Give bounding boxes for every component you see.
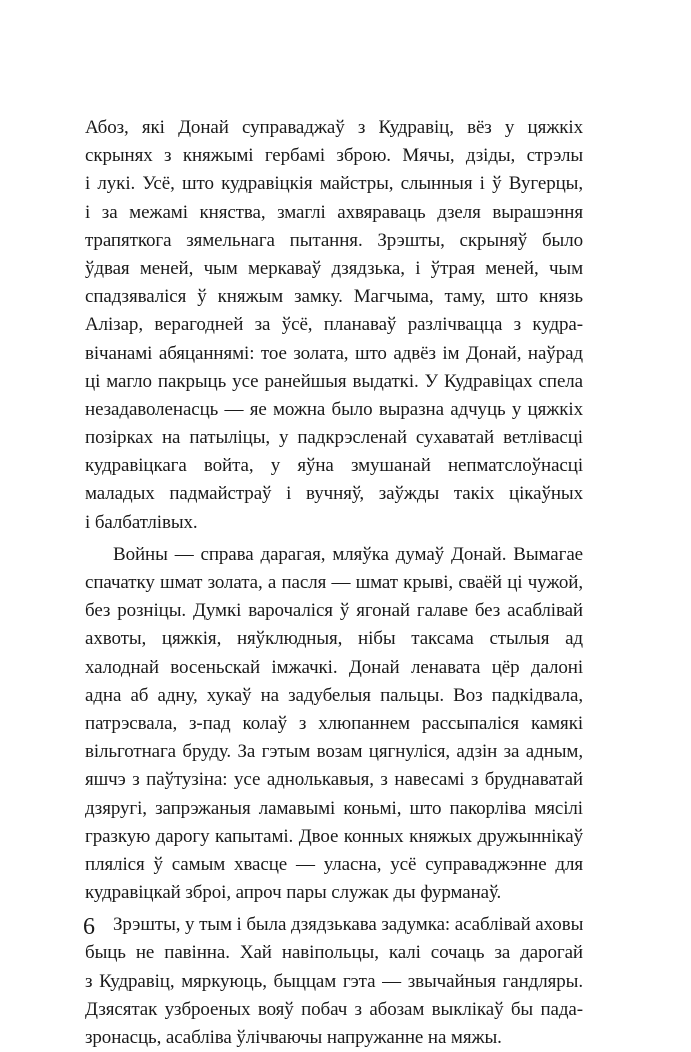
text-line: ахвоты, цяжкія, няўклюдныя, нібы таксама стылыя ад [85,628,583,650]
text-line: халоднай восеньскай імжачкі. Донай ленавата цёр далоні [85,656,583,678]
text-line: Абоз, які Донай суправаджаў з Кудравіц, вёз у цяжкіх [85,117,583,138]
paragraph [85,114,583,537]
text-line: пляліся ў самым хвасце — уласна, усё суправаджэнне для [85,853,583,875]
page-number: 6 [83,914,95,940]
text-line: дзяругі, запрэжаныя ламавымі коньмі, што пакорліва мясілі [85,797,583,819]
text-line: незадаволенасць — яе можна было выразна адчуць у цяжкіх [85,398,583,420]
text-line: кудравіцкай зброі, апроч пары служак ды фурманаў. [85,882,502,904]
text-line: позірках на патыліцы, у падкрэсленай сухаватай ветлівасці [85,427,583,449]
text-line: яшчэ з паўтузіна: усе аднолькавыя, з навесамі з бруднаватай [85,769,583,791]
text-line: гразкую дарогу капытамі. Двое конных княжых дружыннікаў [85,825,583,847]
text-line: кудравіцкага войта, у яўна змушанай непматслоўнасці [85,455,583,477]
text-line: спачатку шмат золата, а пасля — шмат крыві, сваёй ці чужой, [85,572,583,593]
text-line: і лукі. Усё, што кудравіцкія майстры, слынныя і ў Вугерцы, [85,173,583,195]
text-line: вічанамі абяцаннямі: тое золата, што адвёз ім Донай, наўрад [85,342,583,364]
text-line: адна аб адну, хукаў на задубелыя пальцы. Воз падкідвала, [85,684,583,706]
text-line: ўдвая меней, чым меркаваў дзядзька, і ўтрая меней, чым [85,257,583,279]
text-line: і балбатлівых. [85,511,198,533]
text-line: маладых падмайстраў і вучняў, заўжды такіх цікаўных [85,483,583,505]
text-line: Зрэшты, у тым і была дзядзькава задумка: асаблівай аховы [113,914,584,936]
text-line: Войны — справа дарагая, мляўка думаў Донай. Вымагае [113,543,583,565]
page-text [85,114,583,1052]
text-line: Дзясятак узброеных вояў побач з абозам выклікаў бы пада- [85,998,583,1020]
text-line: без розніцы. Думкі варочаліся ў ягонай галаве без асаблівай [85,600,583,622]
paragraph [85,911,583,1052]
text-line: спадзяваліся ў княжым замку. Магчыма, таму, што князь [85,286,583,308]
text-line: патрэсвала, з-пад колаў з хлюпаннем рассыпаліся камякі [85,712,583,734]
text-line: ці магло пакрыць усе ранейшыя выдаткі. У Кудравіцах спела [85,370,583,392]
text-line: з Кудравіц, мяркуюць, быццам гэта — звычайныя гандляры. [85,970,583,992]
text-line: і за межамі княства, змаглі ахвяраваць дзеля вырашэння [85,201,583,223]
text-line: зронасць, асабліва ўлічваючы напружанне на мяжы. [85,1027,502,1048]
text-line: трапяткога зямельнага пытання. Зрэшты, скрыняў было [85,229,583,251]
text-line: быць не павінна. Хай навіпольцы, калі сочаць за дарогай [85,942,583,964]
text-line: Алізар, верагодней за ўсё, планаваў разлічвацца з кудра- [85,314,583,336]
text-line: скрынях з княжымі гербамі зброю. Мячы, дзіды, стрэлы [85,145,583,167]
paragraph [85,541,583,907]
text-line: вільготнага бруду. За гэтым возам цягнуліся, адзін за адным, [85,741,583,763]
